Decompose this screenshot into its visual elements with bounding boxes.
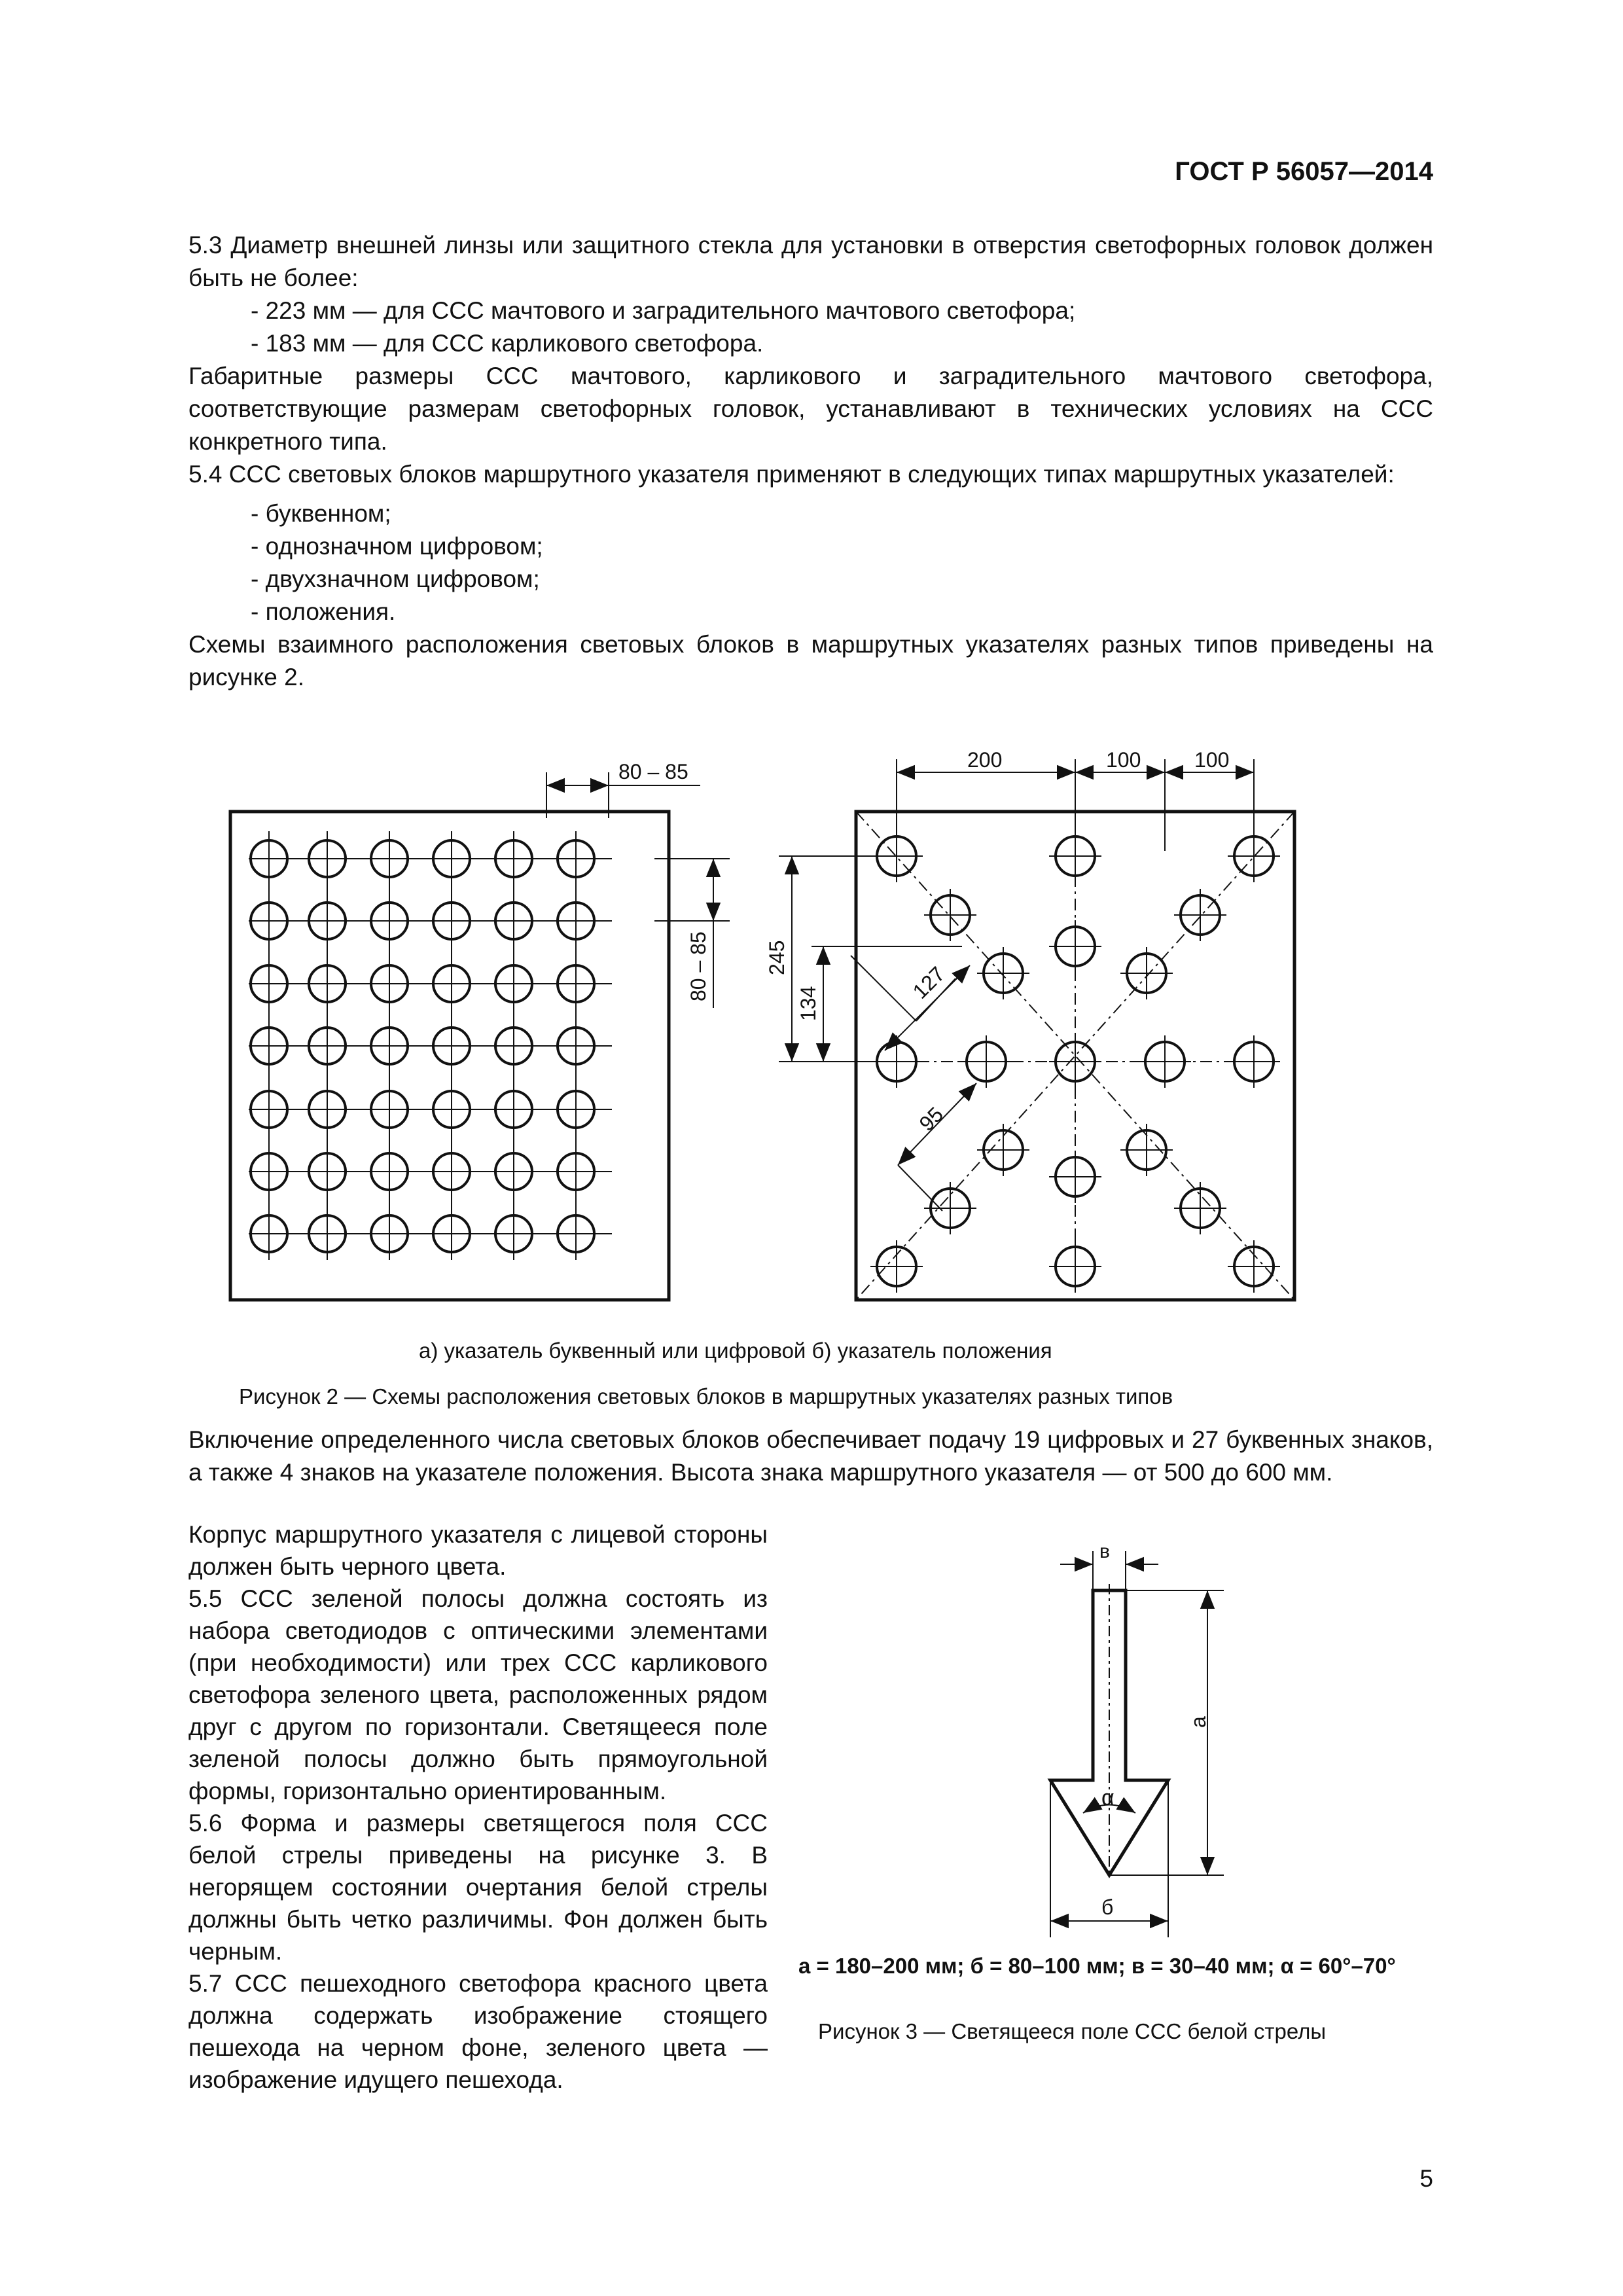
figure-3-arrow-diagram [1034,1545,1309,1944]
paragraph: Габаритные размеры ССС мачтового, карликового и заградительного мачтового светофора, соответствующие размерам светофорных головок, устанавливают в технических условиях на ССС конкретного типа. [188,363,1433,455]
figure-2-subcaption: а) указатель буквенный или цифровой б) указатель положения [419,1338,1052,1363]
dim-label-127: 127 [908,961,950,1003]
figure-2-caption: Рисунок 2 — Схемы расположения световых блоков в маршрутных указателях разных типов [239,1384,1173,1408]
list-item: - буквенном; [251,500,391,527]
label-v: в [1099,1545,1110,1562]
page-number: 5 [1419,2165,1433,2192]
paragraph-5-5: 5.5 ССС зеленой полосы должна состоять из набора светодиодов с оптическими элементами (при необходимости) или трех ССС карликового светофора зеленого цвета, расположенных рядом друг с другом по горизонтали. Светящееся поле зеленой полосы должно быть прямоугольной формы, горизонтально ориентированным. [188,1585,768,1804]
figure-3-dimensions: а = 180–200 мм; б = 80–100 мм; в = 30–40 мм; α = 60°–70° [798,1954,1396,1978]
dim-label-100a: 100 [1106,748,1141,772]
paragraph-after-figure-2: Включение определенного числа световых блоков обеспечивает подачу 19 цифровых и 27 буквенных знаков, а также 4 знаков на указателе положения. Высота знака маршрутного указателя — от 500 до 600 мм. [188,1426,1433,1486]
document-header: ГОСТ Р 56057—2014 [1175,157,1433,186]
dim-label-pitch-h: 80 – 85 [618,760,688,783]
figure-2b-dimensions [779,759,1254,1211]
dim-label-200: 200 [967,748,1003,772]
left-column-text [188,1518,768,2096]
dim-label-245: 245 [765,940,789,975]
list-item: - положения. [251,598,396,625]
paragraph: Схемы взаимного расположения световых блоков в маршрутных указателях разных типов приведены на рисунке 2. [188,631,1433,691]
paragraph: Корпус маршрутного указателя с лицевой стороны должен быть черного цвета. [188,1521,768,1580]
figure-2b-position-indicator [856,812,1294,1300]
list-item: - двухзначном цифровом; [251,565,540,592]
paragraph: 5.3 Диаметр внешней линзы или защитного стекла для установки в отверстия светофорных головок должен быть не более: [188,232,1433,291]
paragraph-5-7: 5.7 ССС пешеходного светофора красного цвета должна содержать изображение стоящего пешехода на черном фоне, зеленого цвета — изображение идущего пешехода. [188,1970,768,2093]
list-item: - однозначном цифровом; [251,533,543,560]
figure-3-caption: Рисунок 3 — Светящееся поле ССС белой стрелы [818,2019,1327,2043]
list-item: - 223 мм — для ССС мачтового и заградительного мачтового светофора; [251,297,1076,324]
list-item: - 183 мм — для ССС карликового светофора. [251,330,764,357]
dim-label-pitch-v: 80 – 85 [687,931,710,1001]
figure-2a-letter-indicator [230,812,669,1300]
paragraph-5-6: 5.6 Форма и размеры светящегося поля ССС белой стрелы приведены на рисунке 3. В негорящем состоянии очертания белой стрелы должны быть четко различимы. Фон должен быть черным. [188,1810,768,1965]
label-a: а [1186,1716,1210,1728]
label-b: б [1101,1895,1114,1919]
paragraph: 5.4 ССС световых блоков маршрутного указателя применяют в следующих типах маршрутных указателей: [188,461,1395,488]
label-alpha: α [1101,1785,1115,1810]
dim-label-134: 134 [796,986,820,1021]
dim-label-100b: 100 [1194,748,1230,772]
dim-label-95: 95 [914,1102,948,1136]
